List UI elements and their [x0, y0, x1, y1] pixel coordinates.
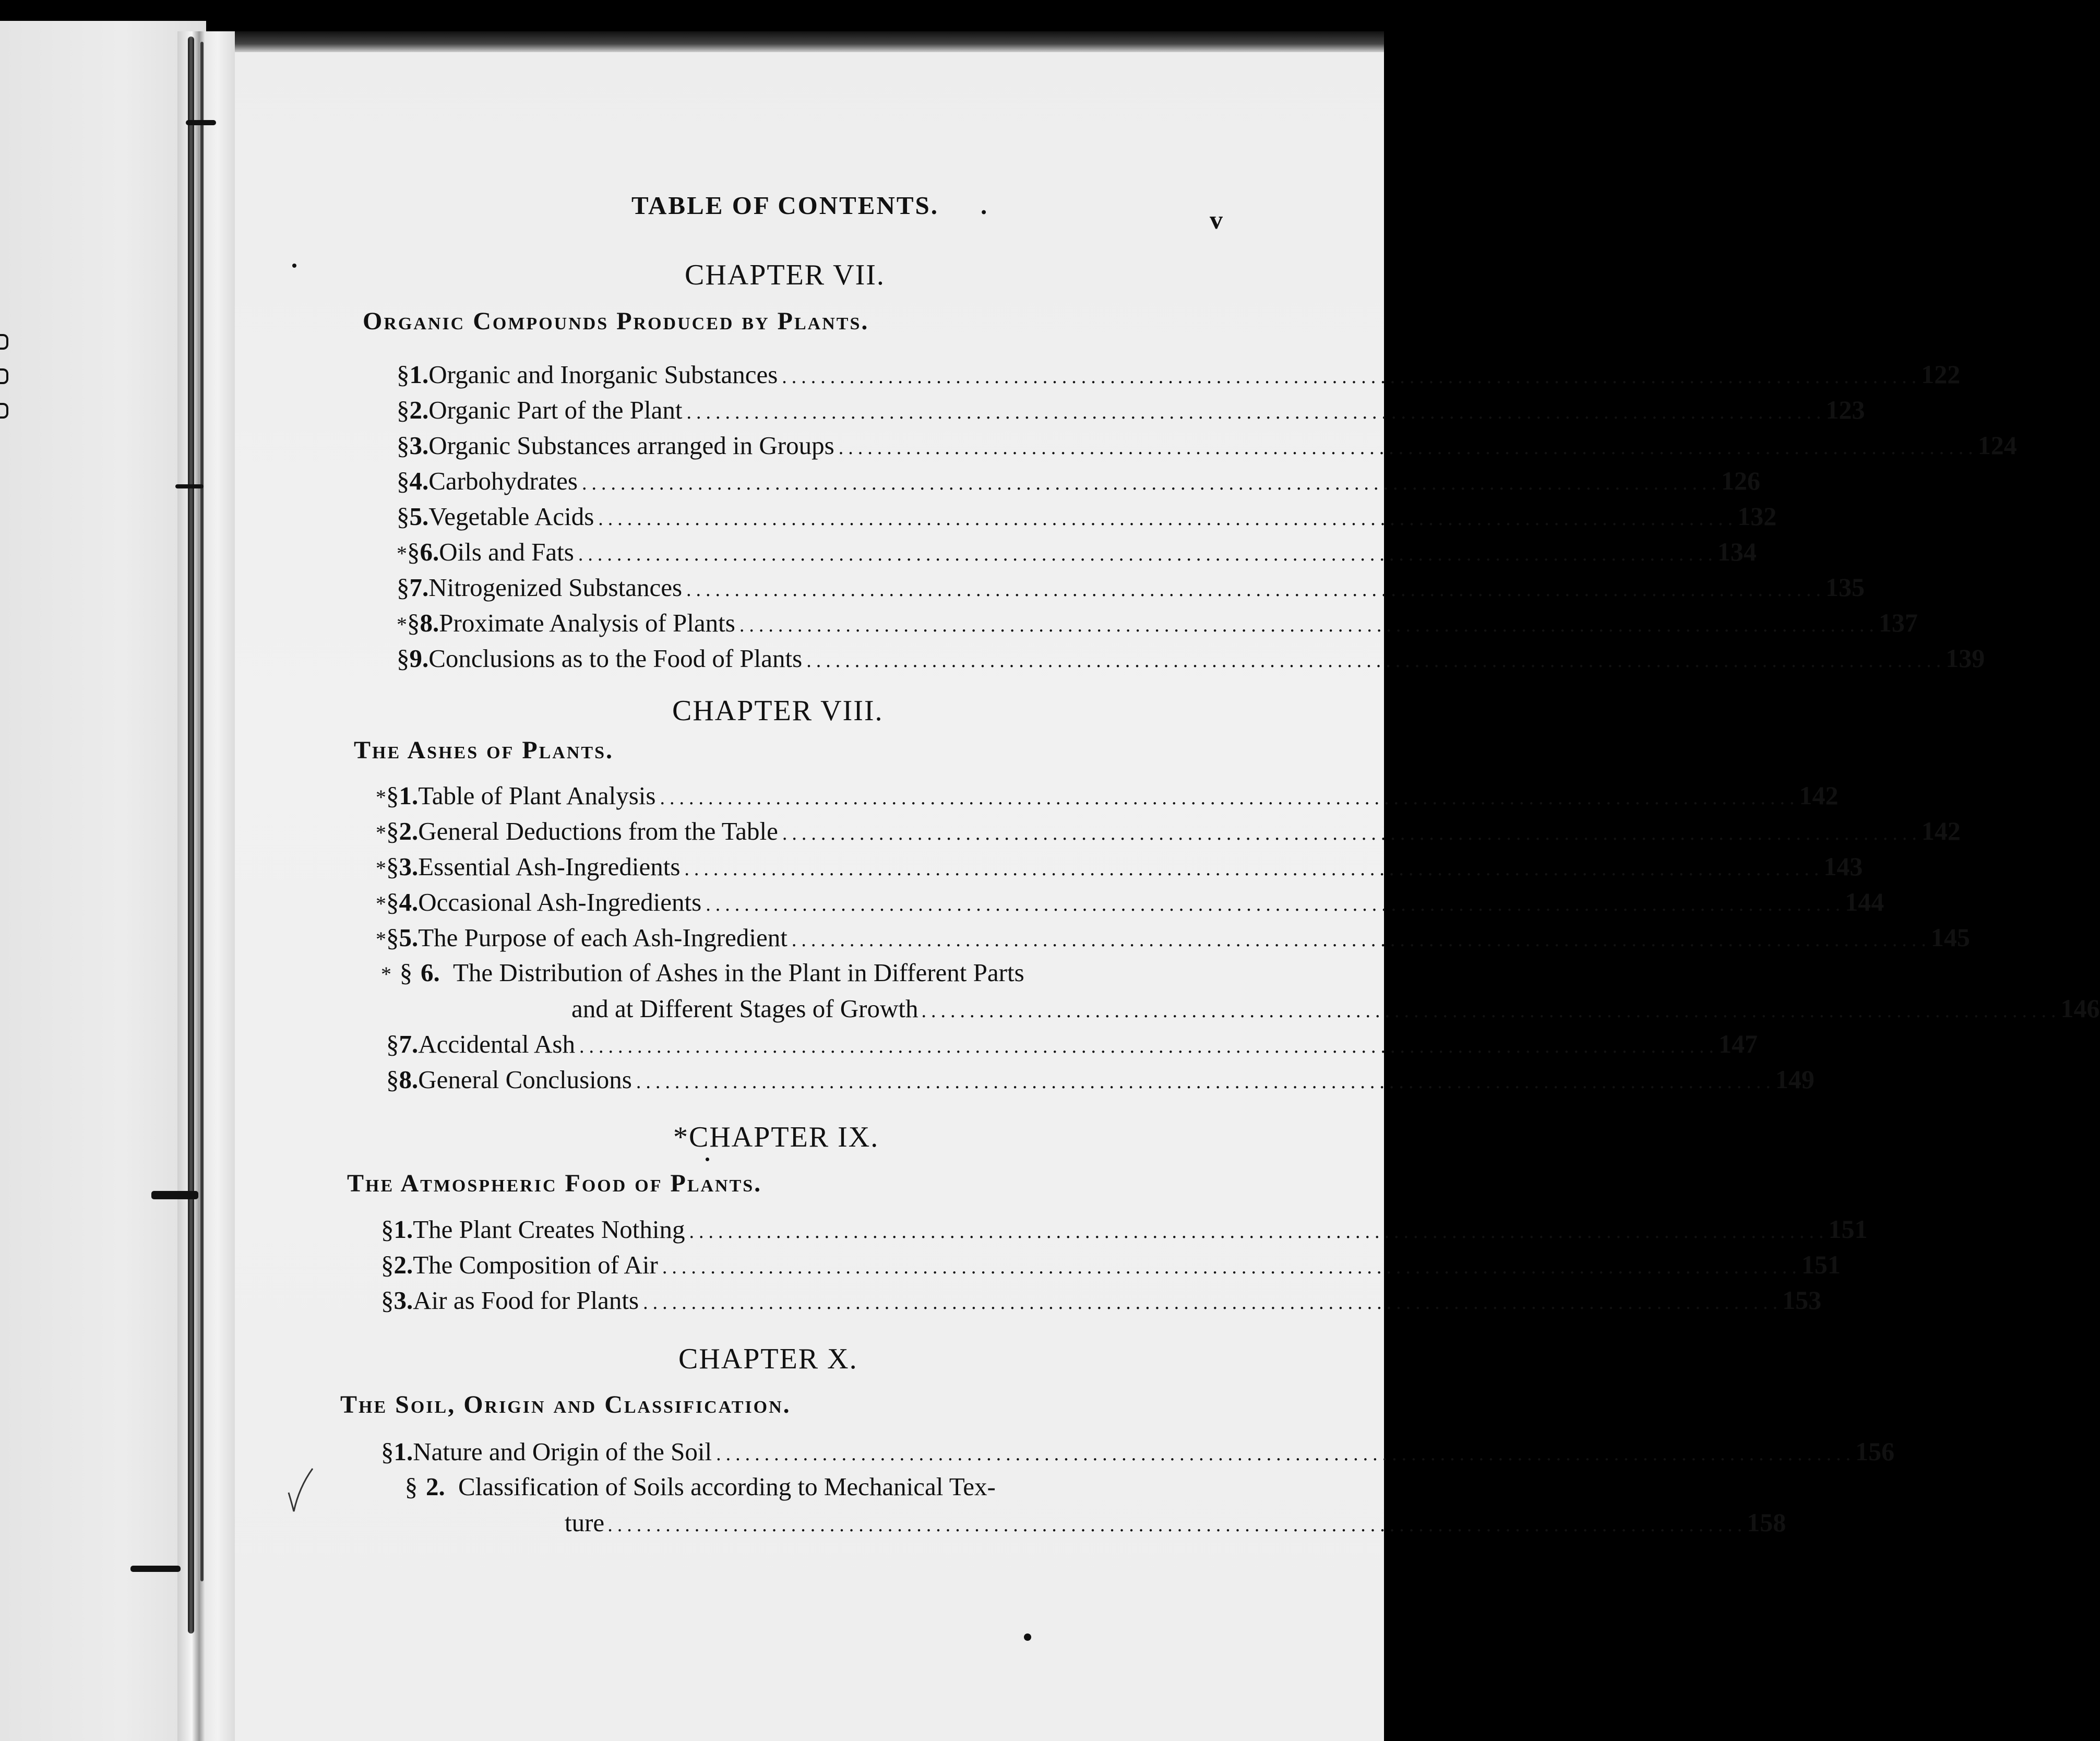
- toc-entry: * § 2. General Deductions from the Table ...................................................................................................................... 142: [376, 816, 1961, 845]
- toc-entry: § 1. Nature and Origin of the Soil ...................................................................................................................... 156: [381, 1437, 1895, 1466]
- toc-entry: * § 6. The Distribution of Ashes in the Plant in Different Parts: [381, 958, 1024, 987]
- book-gutter: [177, 31, 235, 1741]
- chapter-subtitle: The Ashes of Plants.: [354, 736, 614, 764]
- header-title: TABLE OF CONTENTS.: [631, 191, 939, 220]
- toc-entry: § 4. Carbohydrates ...................................................................................................................... 126: [397, 466, 1760, 495]
- toc-entry: § 2. The Composition of Air ...................................................................................................................... 151: [381, 1250, 1841, 1279]
- toc-entry: * § 4. Occasional Ash-Ingredients ...................................................................................................................... 144: [376, 887, 1884, 916]
- page-speck: [1024, 1633, 1031, 1641]
- toc-entry: § 1. Organic and Inorganic Substances ...................................................................................................................... 122: [397, 360, 1961, 389]
- page-speck: [292, 264, 296, 268]
- page-speck: [706, 1158, 709, 1161]
- toc-entry: § 7. Nitrogenized Substances ...................................................................................................................... 135: [397, 573, 1865, 602]
- chapter-heading: CHAPTER VII.: [685, 259, 885, 291]
- toc-entry: § 7. Accidental Ash ...................................................................................................................... 147: [386, 1029, 1758, 1058]
- toc-entry: § 2. Organic Part of the Plant ...................................................................................................................... 123: [397, 395, 1865, 424]
- toc-entry: * § 5. The Purpose of each Ash-Ingredient ...................................................................................................................... 145: [376, 923, 1970, 952]
- stitch-mark: [175, 484, 204, 488]
- chapter-heading: *CHAPTER IX.: [673, 1121, 879, 1153]
- chapter-subtitle: The Atmospheric Food of Plants.: [347, 1170, 762, 1197]
- chapter-heading: CHAPTER VIII.: [672, 695, 884, 727]
- running-header: [631, 190, 988, 220]
- toc-entry: * § 3. Essential Ash-Ingredients ...................................................................................................................... 143: [376, 852, 1863, 881]
- left-page-edge: [0, 21, 206, 1741]
- toc-entry: * § 1. Table of Plant Analysis ...................................................................................................................... 142: [376, 781, 1839, 810]
- toc-entry: § 5. Vegetable Acids ...................................................................................................................... 132: [397, 502, 1777, 531]
- header-dot: .: [981, 191, 989, 220]
- page-number: v: [1210, 205, 1223, 234]
- spine-thread: [188, 37, 194, 1633]
- pencil-check-mark: [284, 1466, 316, 1513]
- toc-entry: * § 6. Oils and Fats ...................................................................................................................... 134: [397, 537, 1757, 566]
- left-margin-marks: [0, 334, 7, 418]
- stitch-mark: [186, 120, 216, 125]
- toc-entry-continuation: and at Different Stages of Growth ...................................................................................................................... 146: [571, 994, 2100, 1023]
- chapter-subtitle: Organic Compounds Produced by Plants.: [363, 307, 869, 335]
- toc-entry: § 2. Classification of Soils according to Mechanical Tex-: [404, 1472, 996, 1501]
- stitch-mark: [130, 1566, 181, 1572]
- toc-entry: § 1. The Plant Creates Nothing ...................................................................................................................... 151: [381, 1214, 1868, 1244]
- toc-entry: * § 8. Proximate Analysis of Plants ...................................................................................................................... 137: [397, 608, 1918, 637]
- top-shadow: [198, 31, 1384, 52]
- stitch-mark: [151, 1191, 198, 1199]
- toc-entry: § 3. Organic Substances arranged in Groups ...................................................................................................................... 124: [397, 431, 2017, 460]
- toc-entry-continuation: ture ...................................................................................................................... 158: [565, 1508, 1786, 1537]
- chapter-heading: CHAPTER X.: [678, 1343, 858, 1375]
- spine-thread-inner: [200, 42, 204, 1581]
- toc-entry: § 9. Conclusions as to the Food of Plants ...................................................................................................................... 139: [397, 643, 1985, 673]
- chapter-subtitle: The Soil, Origin and Classification.: [340, 1391, 791, 1418]
- toc-entry: § 8. General Conclusions ...................................................................................................................... 149: [386, 1065, 1815, 1094]
- toc-entry: § 3. Air as Food for Plants ...................................................................................................................... 153: [381, 1285, 1822, 1315]
